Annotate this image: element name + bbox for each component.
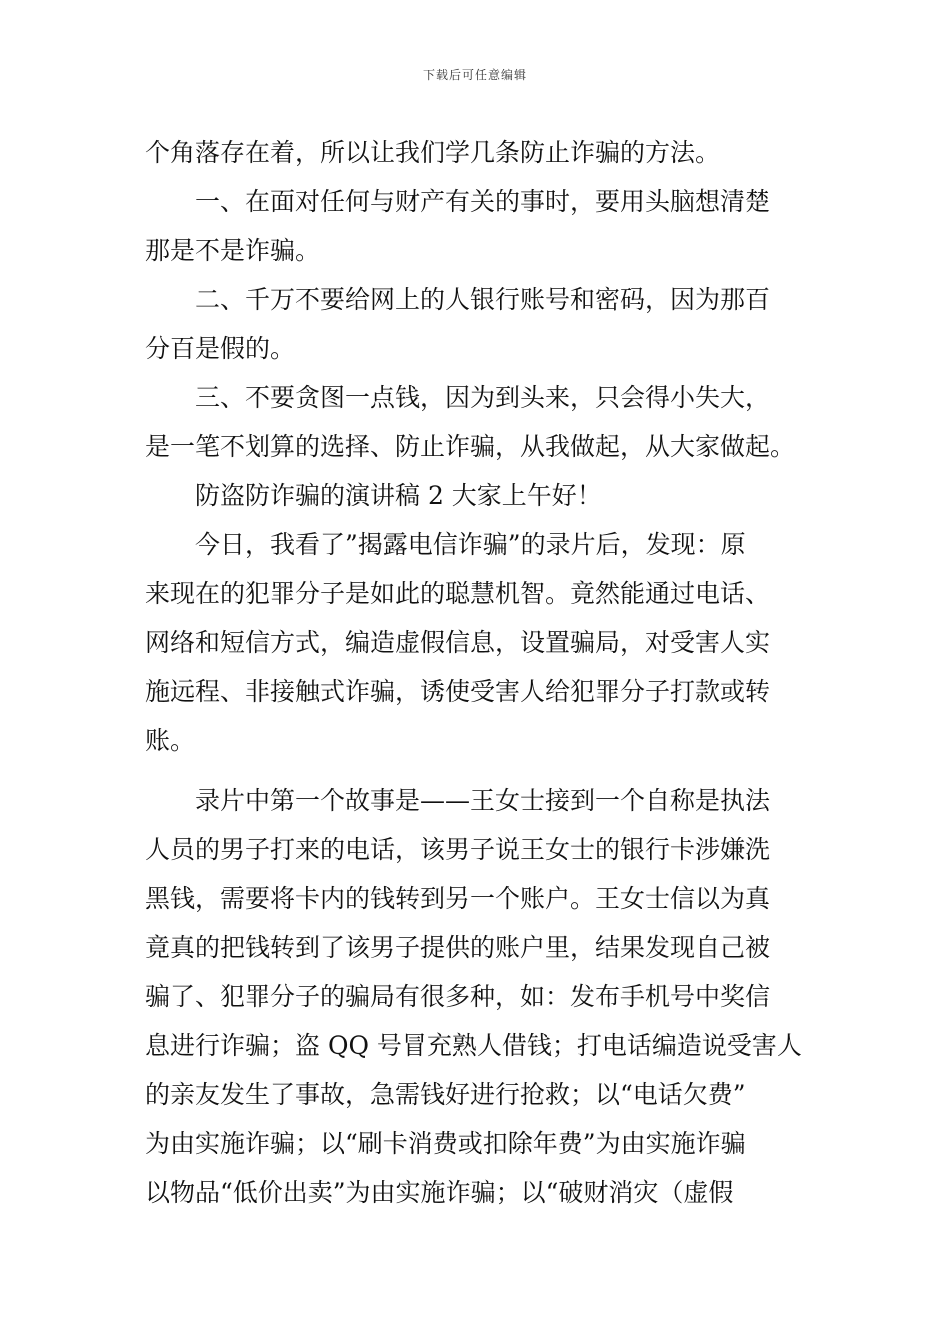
text-line: 那是不是诈骗。 — [145, 236, 321, 265]
text-line: 人员的男子打来的电话，该男子说王女士的银行卡涉嫌洗 — [145, 835, 771, 864]
text-line: 黑钱，需要将卡内的钱转到另一个账户。王女士信以为真 — [145, 884, 771, 913]
text-line: 今日，我看了”揭露电信诈骗”的录片后，发现：原 — [195, 530, 746, 559]
text-line: 防盗防诈骗的演讲稿 2 大家上午好！ — [195, 481, 602, 510]
text-line: 网络和短信方式，编造虚假信息，设置骗局，对受害人实 — [145, 628, 771, 657]
text-line: 以物品“低价出卖”为由实施诈骗；以“破财消灾（虚假 — [145, 1178, 734, 1207]
text-line: 竟真的把钱转到了该男子提供的账户里，结果发现自己被 — [145, 933, 771, 962]
text-line: 来现在的犯罪分子是如此的聪慧机智。竟然能通过电话、 — [145, 579, 771, 608]
text-line: 息进行诈骗；盗 QQ 号冒充熟人借钱；打电话编造说受害人 — [145, 1031, 802, 1060]
text-line: 二、千万不要给网上的人银行账号和密码，因为那百 — [195, 285, 771, 314]
text-line: 一、在面对任何与财产有关的事时，要用头脑想清楚 — [195, 187, 771, 216]
page-header: 下载后可任意编辑 — [422, 68, 527, 82]
text-line: 的亲友发生了事故，急需钱好进行抢救；以“电话欠费” — [145, 1080, 746, 1109]
text-line: 账。 — [145, 726, 196, 755]
document-body — [145, 128, 810, 1217]
text-line: 是一笔不划算的选择、防止诈骗，从我做起，从大家做起。 — [145, 432, 796, 461]
text-line: 录片中第一个故事是——王女士接到一个自称是执法 — [195, 786, 771, 815]
text-line: 三、不要贪图一点钱，因为到头来，只会得小失大， — [195, 383, 771, 412]
text-line: 分百是假的。 — [145, 334, 296, 363]
text-line: 骗了、犯罪分子的骗局有很多种，如：发布手机号中奖信 — [145, 982, 771, 1011]
text-line: 个角落存在着，所以让我们学几条防止诈骗的方法。 — [145, 138, 721, 167]
text-line: 施远程、非接触式诈骗，诱使受害人给犯罪分子打款或转 — [145, 677, 771, 706]
text-line: 为由实施诈骗；以“刷卡消费或扣除年费”为由实施诈骗 — [145, 1129, 746, 1158]
